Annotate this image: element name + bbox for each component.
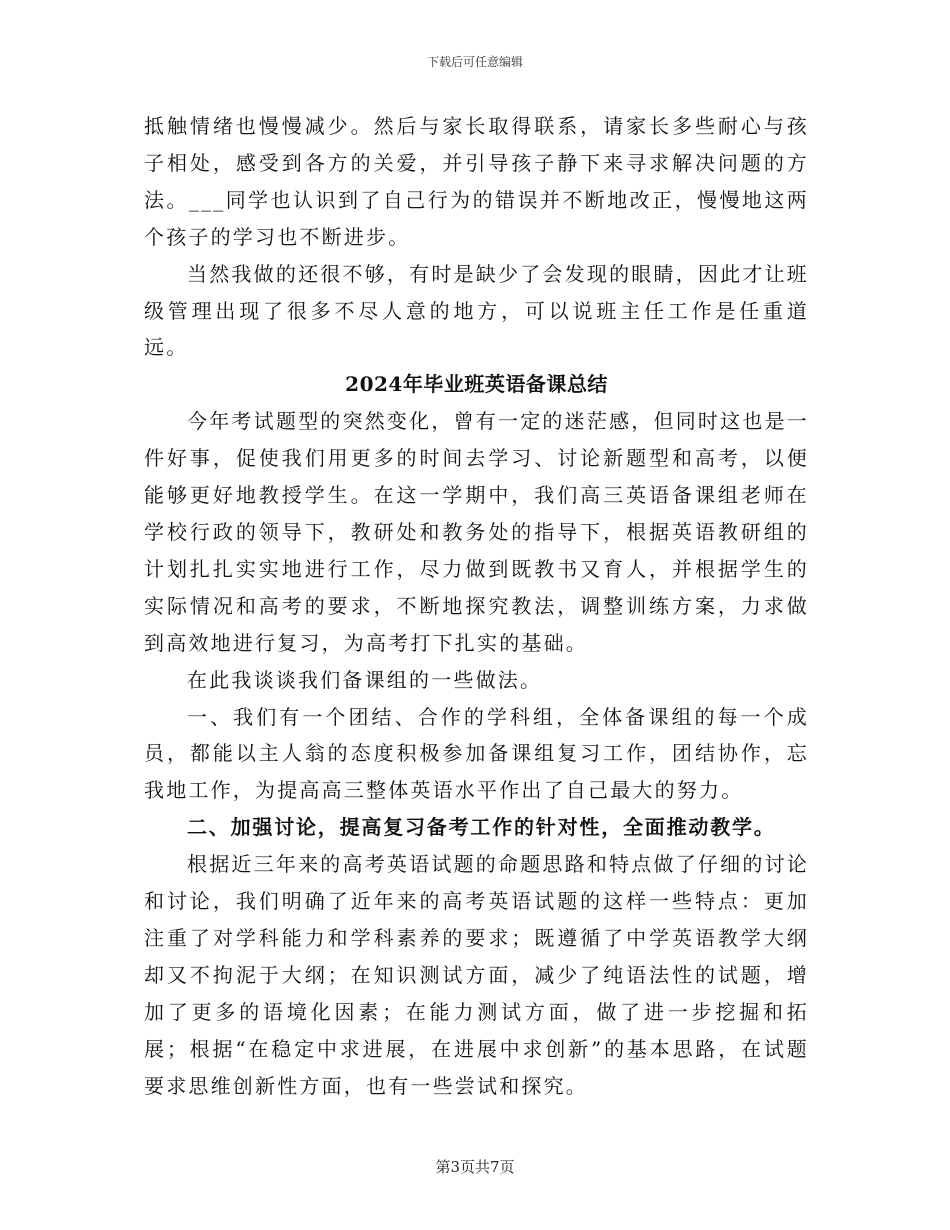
paragraph-point-one: 一、我们有一个团结、合作的学科组，全体备课组的每一个成员，都能以主人翁的态度积极参加备课组复习工作，团结协作，忘我地工作，为提高高三整体英语水平作出了自己最大的努力。 [144, 704, 809, 803]
page-number-footer: 第3页共7页 [435, 1158, 515, 1176]
paragraph-continuation: 抵触情绪也慢慢减少。然后与家长取得联系，请家长多些耐心与孩子相处，感受到各方的关爱，并引导孩子静下来寻求解决问题的方法。___同学也认识到了自己行为的错误并不断地改正，慢慢地这两个孩子的学习也不断进步。 [144, 114, 809, 249]
paragraph-intro: 今年考试题型的突然变化，曾有一定的迷茫感，但同时这也是一件好事，促使我们用更多的时间去学习、讨论新题型和高考，以便能够更好地教授学生。在这一学期中，我们高三英语备课组老师在学校行政的领导下，教研处和教务处的指导下，根据英语教研组的计划扎扎实实地进行工作，尽力做到既教书又育人，并根据学生的实际情况和高考的要求，不断地探究教法，调整训练方案，力求做到高效地进行复习，为高考打下扎实的基础。 [144, 409, 809, 655]
paragraph-point-two-detail: 根据近三年来的高考英语试题的命题思路和特点做了仔细的讨论和讨论，我们明确了近年来的高考英语试题的这样一些特点：更加注重了对学科能力和学科素养的要求；既遵循了中学英语教学大纲却又不拘泥于大纲；在知识测试方面，减少了纯语法性的试题，增加了更多的语境化因素；在能力测试方面，做了进一步挖掘和拓展；根据“在稳定中求进展，在进展中求创新”的基本思路，在试题要求思维创新性方面，也有一些尝试和探究。 [144, 852, 809, 1098]
subheading-point-two: 二、加强讨论，提高复习备考工作的针对性，全面推动教学。 [187, 815, 776, 840]
paragraph-closing-remark: 当然我做的还很不够，有时是缺少了会发现的眼睛，因此才让班级管理出现了很多不尽人意的地方，可以说班主任工作是任重道远。 [144, 261, 809, 360]
page-header-note: 下载后可任意编辑 [426, 55, 523, 69]
paragraph-methods-intro: 在此我谈谈我们备课组的一些做法。 [187, 667, 543, 692]
section-title: 2024年毕业班英语备课总结 [345, 372, 608, 397]
document-body [144, 108, 809, 1104]
